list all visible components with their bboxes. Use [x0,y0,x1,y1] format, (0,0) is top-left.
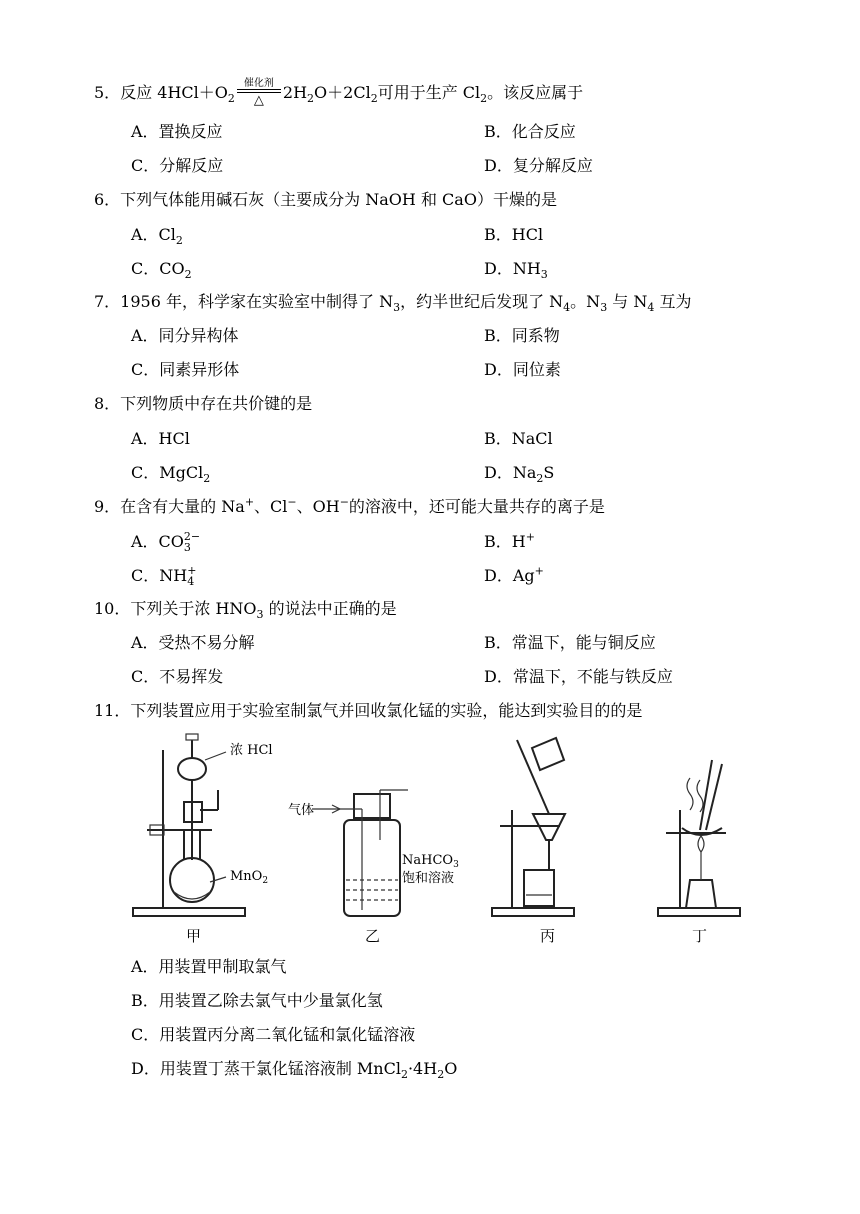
q5-option-b: B．化合反应 [484,122,576,141]
question-8-stem: 8．下列物质中存在共价键的是 [94,394,313,413]
q6-option-b: B．HCl [484,225,544,244]
caption-jia: 甲 [186,927,202,945]
q7-option-a: A．同分异构体 [131,326,239,345]
catalyst-arrow: 催化剂 △ [237,82,281,102]
question-9-stem: 9．在含有大量的 Na+、Cl−、OH−的溶液中，还可能大量共存的离子是 [94,495,605,516]
caption-yi: 乙 [365,927,381,945]
caption-ding: 丁 [692,927,708,945]
q11-option-b: B．用装置乙除去氯气中少量氯化氢 [131,991,383,1010]
q6-option-d: D．$NH_3$ [484,259,548,282]
q8-option-d: D．$Na_2S$ [484,463,555,486]
q11-option-d: D．用装置丁蒸干氯化锰溶液制 $MnCl_2\cdot 4H_2O$ [131,1059,458,1082]
label-mno2: MnO$_2$ [230,869,269,886]
apparatus-bing [492,738,574,945]
question-6-stem: 6．下列气体能用碱石灰（主要成分为 NaOH 和 CaO）干燥的是 [94,190,557,209]
label-nahco3: NaHCO$_3$ [402,853,459,870]
q10-option-c: C．不易挥发 [131,667,224,686]
question-7-stem: 7．1956 年，科学家在实验室中制得了 $N_3$，约半世纪后发现了 $N_4$。$N_3$ 与 $N_4$ 互为 [94,292,692,315]
label-gas: 气体 [288,803,315,818]
q9-option-c: C．NH + 4 [131,564,197,588]
caption-bing: 丙 [540,927,556,945]
q11-option-a: A．用装置甲制取氯气 [131,957,287,976]
label-conc-hcl: 浓 HCl [230,743,273,758]
q9-option-a: A．CO 2− 3 [131,530,201,554]
q6-option-a: A．$Cl_2$ [131,225,183,248]
q10-option-b: B．常温下，能与铜反应 [484,633,656,652]
question-5-stem: 5．反应 $4HCl+O_2$ 催化剂 △ $2H_2O+2Cl_2$可用于生产 $Cl_2$。该反应属于 [94,78,584,108]
q8-option-c: C．MgCl$_2$ [131,463,211,486]
apparatus-figure [0,730,860,950]
apparatus-yi [288,790,459,945]
question-11-stem: 11．下列装置应用于实验室制氯气并回收氯化锰的实验，能达到实验目的的是 [94,701,643,720]
q8-option-b: B．NaCl [484,429,553,448]
q7-option-b: B．同系物 [484,326,560,345]
label-saturated-solution: 饱和溶液 [402,871,455,886]
q10-option-d: D．常温下，不能与铁反应 [484,667,673,686]
q5-option-d: D．复分解反应 [484,156,593,175]
q9-option-b: B．H+ [484,530,535,551]
q10-option-a: A．受热不易分解 [131,633,255,652]
q6-option-c: C．$CO_2$ [131,259,192,282]
q5-option-c: C．分解反应 [131,156,224,175]
apparatus-ding [658,760,740,945]
q11-option-c: C．用装置丙分离二氧化锰和氯化锰溶液 [131,1025,416,1044]
q7-option-d: D．同位素 [484,360,561,379]
apparatus-jia [133,734,273,945]
q8-option-a: A．HCl [131,429,190,448]
question-10-stem: 10．下列关于浓 $HNO_3$ 的说法中正确的是 [94,599,397,622]
q7-option-c: C．同素异形体 [131,360,240,379]
q5-option-a: A．置换反应 [131,122,223,141]
q9-option-d: D．Ag+ [484,564,544,585]
